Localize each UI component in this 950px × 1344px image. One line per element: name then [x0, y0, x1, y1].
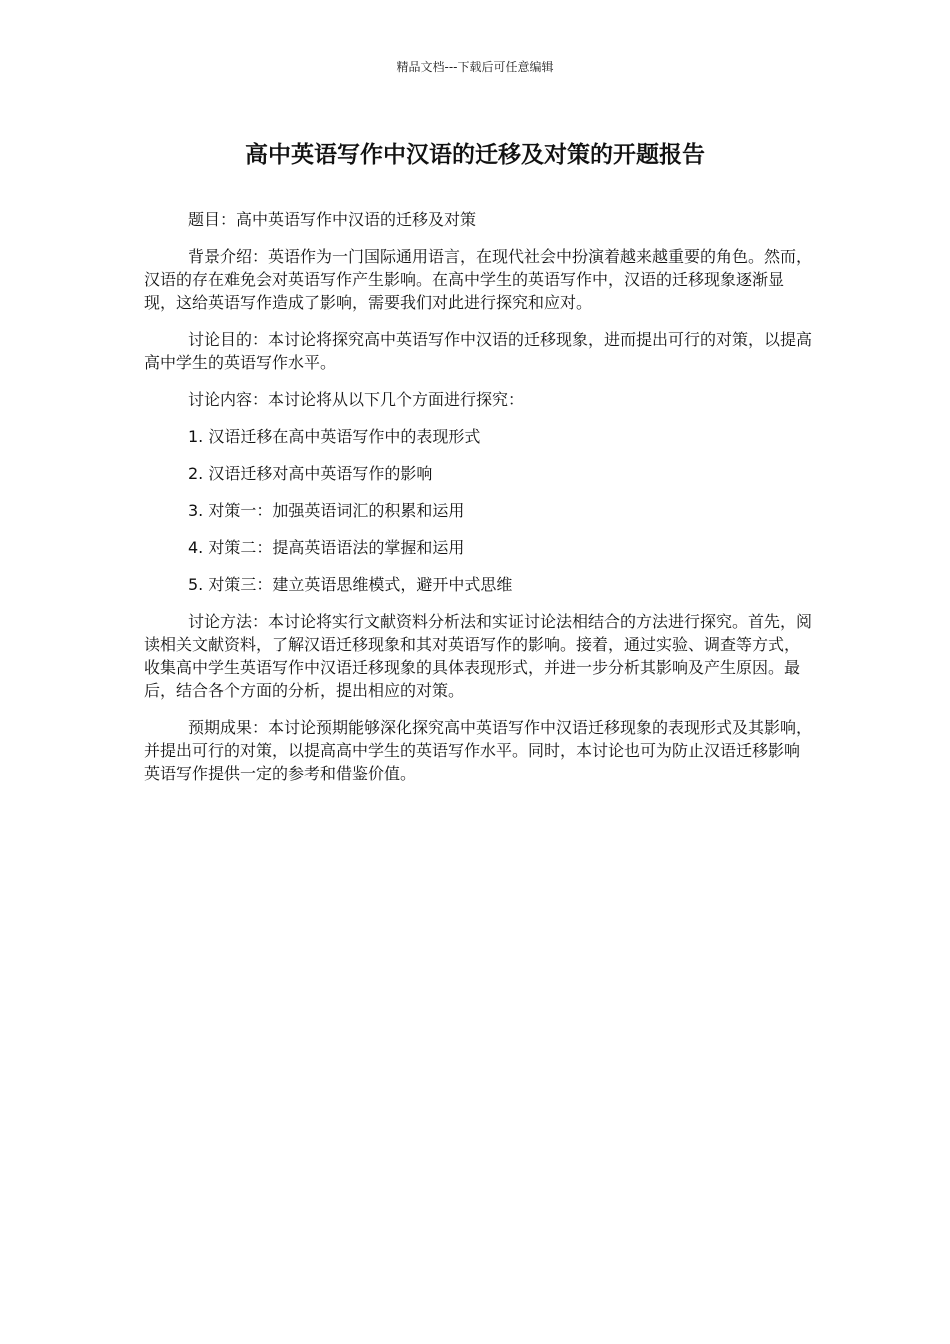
header-note: 精品文档---下载后可任意编辑 [396, 60, 554, 74]
list-item: 3. 对策一：加强英语词汇的积累和运用 [188, 501, 465, 520]
paragraph-method: 讨论方法：本讨论将实行文献资料分析法和实证讨论法相结合的方法进行探究。首先，阅读相关文献资料，了解汉语迁移现象和其对英语写作的影响。接着，通过实验、调查等方式，收集高中学生英语写作中汉语迁移现象的具体表现形式，并进一步分析其影响及产生原因。最后，结合各个方面的分析，提出相应的对策。 [144, 612, 813, 700]
document-title: 高中英语写作中汉语的迁移及对策的开题报告 [245, 142, 705, 168]
list-item: 5. 对策三：建立英语思维模式，避开中式思维 [188, 575, 513, 594]
paragraph-purpose: 讨论目的：本讨论将探究高中英语写作中汉语的迁移现象，进而提出可行的对策，以提高高中学生的英语写作水平。 [144, 330, 813, 372]
list-item: 1. 汉语迁移在高中英语写作中的表现形式 [188, 427, 481, 446]
paragraph-topic: 题目：高中英语写作中汉语的迁移及对策 [188, 210, 477, 229]
document-body [144, 208, 812, 799]
list-item: 4. 对策二：提高英语语法的掌握和运用 [188, 538, 465, 557]
paragraph-expected-results: 预期成果：本讨论预期能够深化探究高中英语写作中汉语迁移现象的表现形式及其影响，并提出可行的对策，以提高高中学生的英语写作水平。同时，本讨论也可为防止汉语迁移影响英语写作提供一定的参考和借鉴价值。 [144, 718, 813, 783]
list-item: 2. 汉语迁移对高中英语写作的影响 [188, 464, 433, 483]
paragraph-content-intro: 讨论内容：本讨论将从以下几个方面进行探究： [188, 390, 525, 409]
paragraph-background: 背景介绍：英语作为一门国际通用语言，在现代社会中扮演着越来越重要的角色。然而，汉语的存在难免会对英语写作产生影响。在高中学生的英语写作中，汉语的迁移现象逐渐显现，这给英语写作造成了影响，需要我们对此进行探究和应对。 [144, 247, 813, 312]
